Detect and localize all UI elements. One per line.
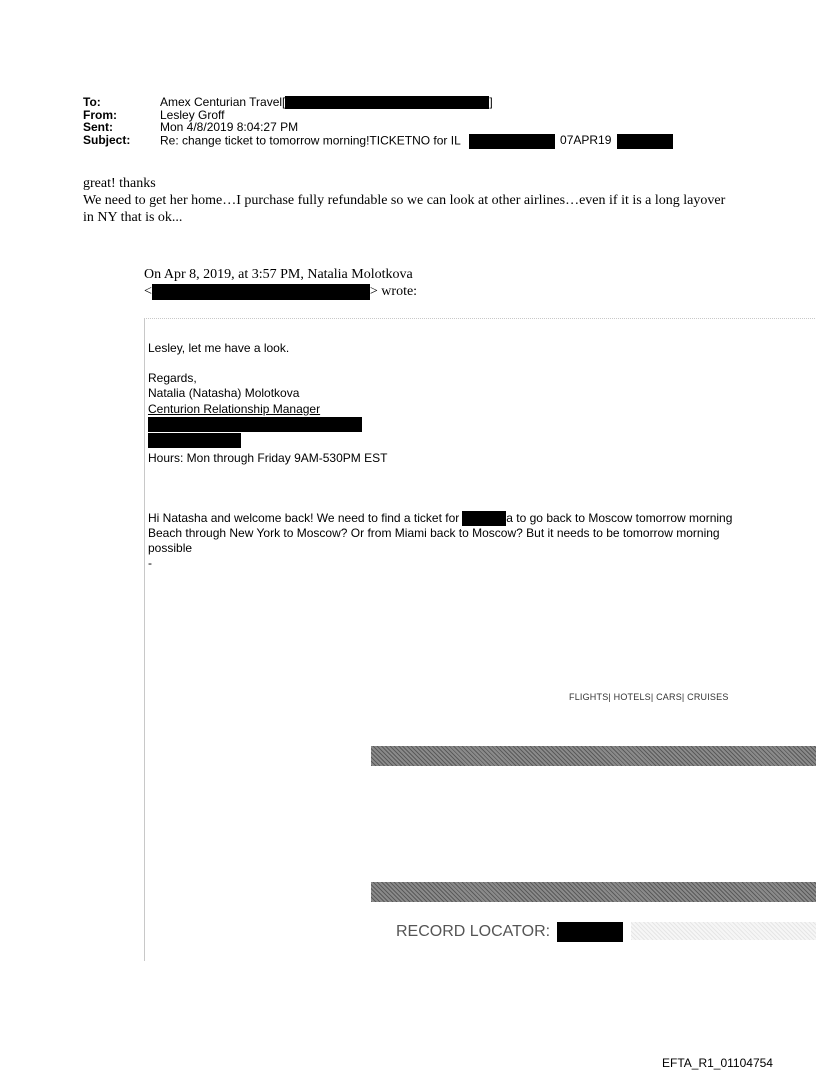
redaction-bar (285, 96, 489, 109)
itinerary-header-bar (371, 746, 816, 766)
quote-attribution (144, 266, 417, 300)
quote-open: < (144, 284, 152, 299)
from-value: Lesley Groff (160, 107, 225, 122)
redaction-bar (152, 284, 370, 300)
redaction-bar (557, 922, 623, 942)
sent-label: Sent: (83, 120, 113, 134)
signature-title: Centurion Relationship Manager (148, 402, 321, 416)
redaction-bar (148, 417, 362, 432)
to-value: Amex Centurian Travel[ (160, 95, 286, 109)
quoted-greeting: Lesley, let me have a look. (148, 341, 290, 355)
redaction-bar (462, 511, 506, 526)
from-label: From: (83, 107, 117, 122)
quote-wrote: > wrote: (369, 284, 418, 299)
record-locator-field (631, 922, 816, 940)
reply-line: We need to get her home…I purchase fully refundable so we can look at other airlines…even if it is a long layover in NY that is ok... (83, 193, 726, 225)
quote-attribution-line: On Apr 8, 2019, at 3:57 PM, Natalia Molotkova (144, 267, 413, 282)
signature-name: Natalia (Natasha) Molotkova (148, 386, 300, 400)
itinerary-nav-links[interactable]: FLIGHTS| HOTELS| CARS| CRUISES (569, 692, 729, 702)
subject-date: 07APR19 (560, 133, 612, 148)
sent-value: Mon 4/8/2019 8:04:27 PM (160, 120, 299, 134)
subject-value: Re: change ticket to tomorrow morning!TICKETNO for IL (160, 133, 461, 148)
message-text: possible (148, 541, 193, 555)
redaction-bar (469, 134, 555, 149)
quoted-message (144, 318, 816, 961)
document-id: EFTA_R1_01104754 (662, 1056, 773, 1070)
to-label: To: (83, 95, 101, 109)
signature-hours: Hours: Mon through Friday 9AM-530PM EST (148, 451, 388, 465)
message-text: Beach through New York to Moscow? Or from Miami back to Moscow? But it needs to be tomorrow morning (148, 526, 720, 540)
message-dash: - (148, 556, 152, 570)
redaction-bar (617, 134, 673, 149)
record-locator-label: RECORD LOCATOR: (396, 923, 551, 941)
to-close: ] (489, 95, 493, 109)
itinerary-section-bar (371, 882, 816, 902)
message-text: Hi Natasha and welcome back! We need to find a ticket for (148, 511, 460, 525)
reply-body (83, 175, 733, 226)
signature-regards: Regards, (148, 371, 197, 385)
reply-line: great! thanks (83, 176, 156, 191)
subject-label: Subject: (83, 132, 131, 147)
redaction-bar (148, 433, 241, 448)
message-text: a to go back to Moscow tomorrow morning (506, 511, 733, 525)
